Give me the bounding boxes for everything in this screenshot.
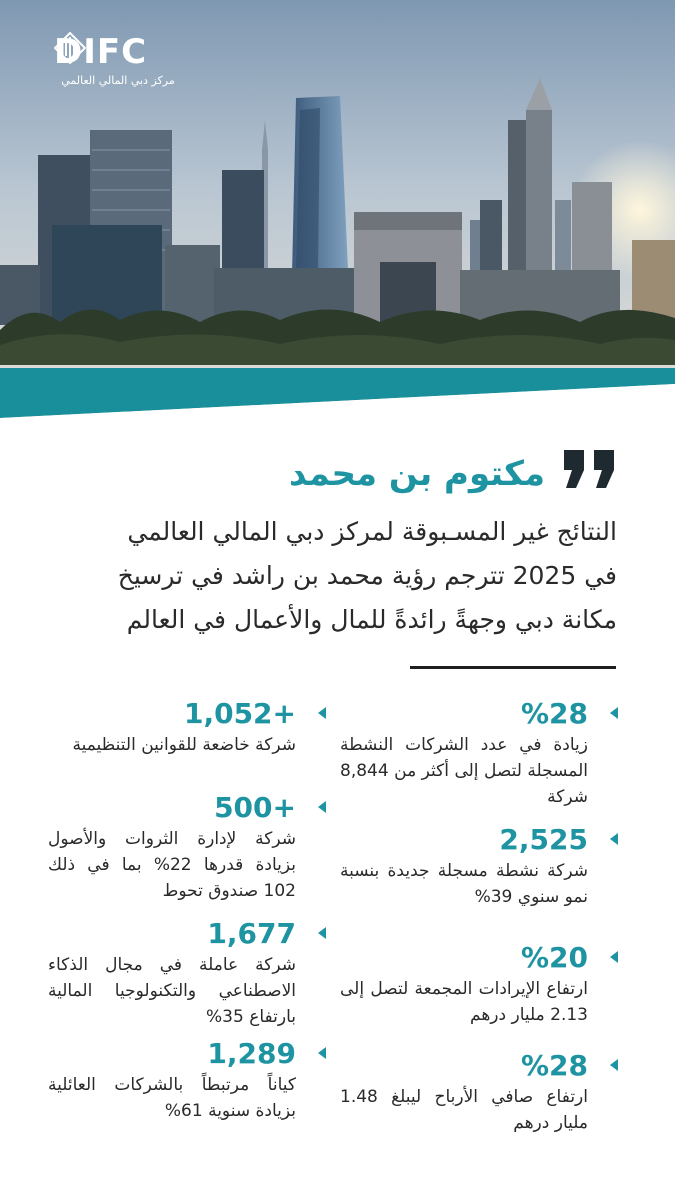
arrow-left-icon xyxy=(610,833,618,845)
quote-line: في 2025 تترجم رؤية محمد بن راشد في ترسيخ xyxy=(117,561,617,590)
stat-item xyxy=(340,822,618,940)
logo-wordmark: DIFC xyxy=(54,32,148,72)
stat-item xyxy=(340,1048,618,1148)
stat-value: %28 xyxy=(520,1049,588,1082)
arrow-left-icon xyxy=(610,951,618,963)
stat-item xyxy=(340,696,618,814)
stat-value: %28 xyxy=(520,697,588,730)
stat-value: %20 xyxy=(520,941,588,974)
stat-value: 1,677 xyxy=(207,917,296,950)
logo-arabic-name: مركز دبي المالي العالمي xyxy=(61,74,175,87)
stat-value: 1,289 xyxy=(207,1037,296,1070)
stat-description: شركة عاملة في مجال الذكاء الاصطناعي والتكنولوجيا المالية بارتفاع 35% xyxy=(48,955,296,1027)
difc-logo xyxy=(54,32,194,92)
stat-description: شركة نشطة مسجلة جديدة بنسبة نمو سنوي 39% xyxy=(340,861,588,907)
stat-item xyxy=(48,790,326,916)
arrow-left-icon xyxy=(610,1059,618,1071)
stat-value: 2,525 xyxy=(499,823,588,856)
difc-emblem-icon xyxy=(54,32,86,64)
quote-mark-icon xyxy=(560,450,620,490)
stats-column-right xyxy=(340,696,618,1148)
arrow-left-icon xyxy=(318,801,326,813)
arrow-left-icon xyxy=(318,707,326,719)
stat-description: كياناً مرتبطاً بالشركات العائلية بزيادة سنوية 61% xyxy=(48,1075,296,1121)
stat-description: ارتفاع صافي الأرباح ليبلغ 1.48 مليار درهم xyxy=(340,1087,588,1133)
stat-description: ارتفاع الإيرادات المجمعة لتصل إلى 2.13 مليار درهم xyxy=(340,979,588,1025)
quote-line: مكانة دبي وجهةً رائدةً للمال والأعمال في العالم xyxy=(126,605,617,634)
quote-line: النتائج غير المسـبوقة لمركز دبي المالي العالمي xyxy=(127,517,617,546)
arrow-left-icon xyxy=(318,1047,326,1059)
arrow-left-icon xyxy=(610,707,618,719)
stat-item xyxy=(48,696,326,790)
quote-author-name: مكتوم بن محمد xyxy=(289,454,545,494)
stat-description: شركة خاضعة للقوانين التنظيمية xyxy=(72,735,296,755)
stat-value: 500+ xyxy=(214,791,296,824)
quote-text xyxy=(47,510,617,642)
arrow-left-icon xyxy=(318,927,326,939)
stat-item xyxy=(340,940,618,1040)
stats-column-left xyxy=(48,696,326,1136)
stat-item xyxy=(48,1036,326,1136)
divider-line xyxy=(410,666,616,669)
stat-description: شركة لإدارة الثروات والأصول بزيادة قدرها 22% بما في ذلك 102 صندوق تحوط xyxy=(48,829,296,901)
hero-skyline-image xyxy=(0,0,675,420)
stat-description: زيادة في عدد الشركات النشطة المسجلة لتصل إلى أكثر من 8,844 شركة xyxy=(340,735,588,807)
stat-item xyxy=(48,916,326,1036)
stat-value: 1,052+ xyxy=(183,697,296,730)
